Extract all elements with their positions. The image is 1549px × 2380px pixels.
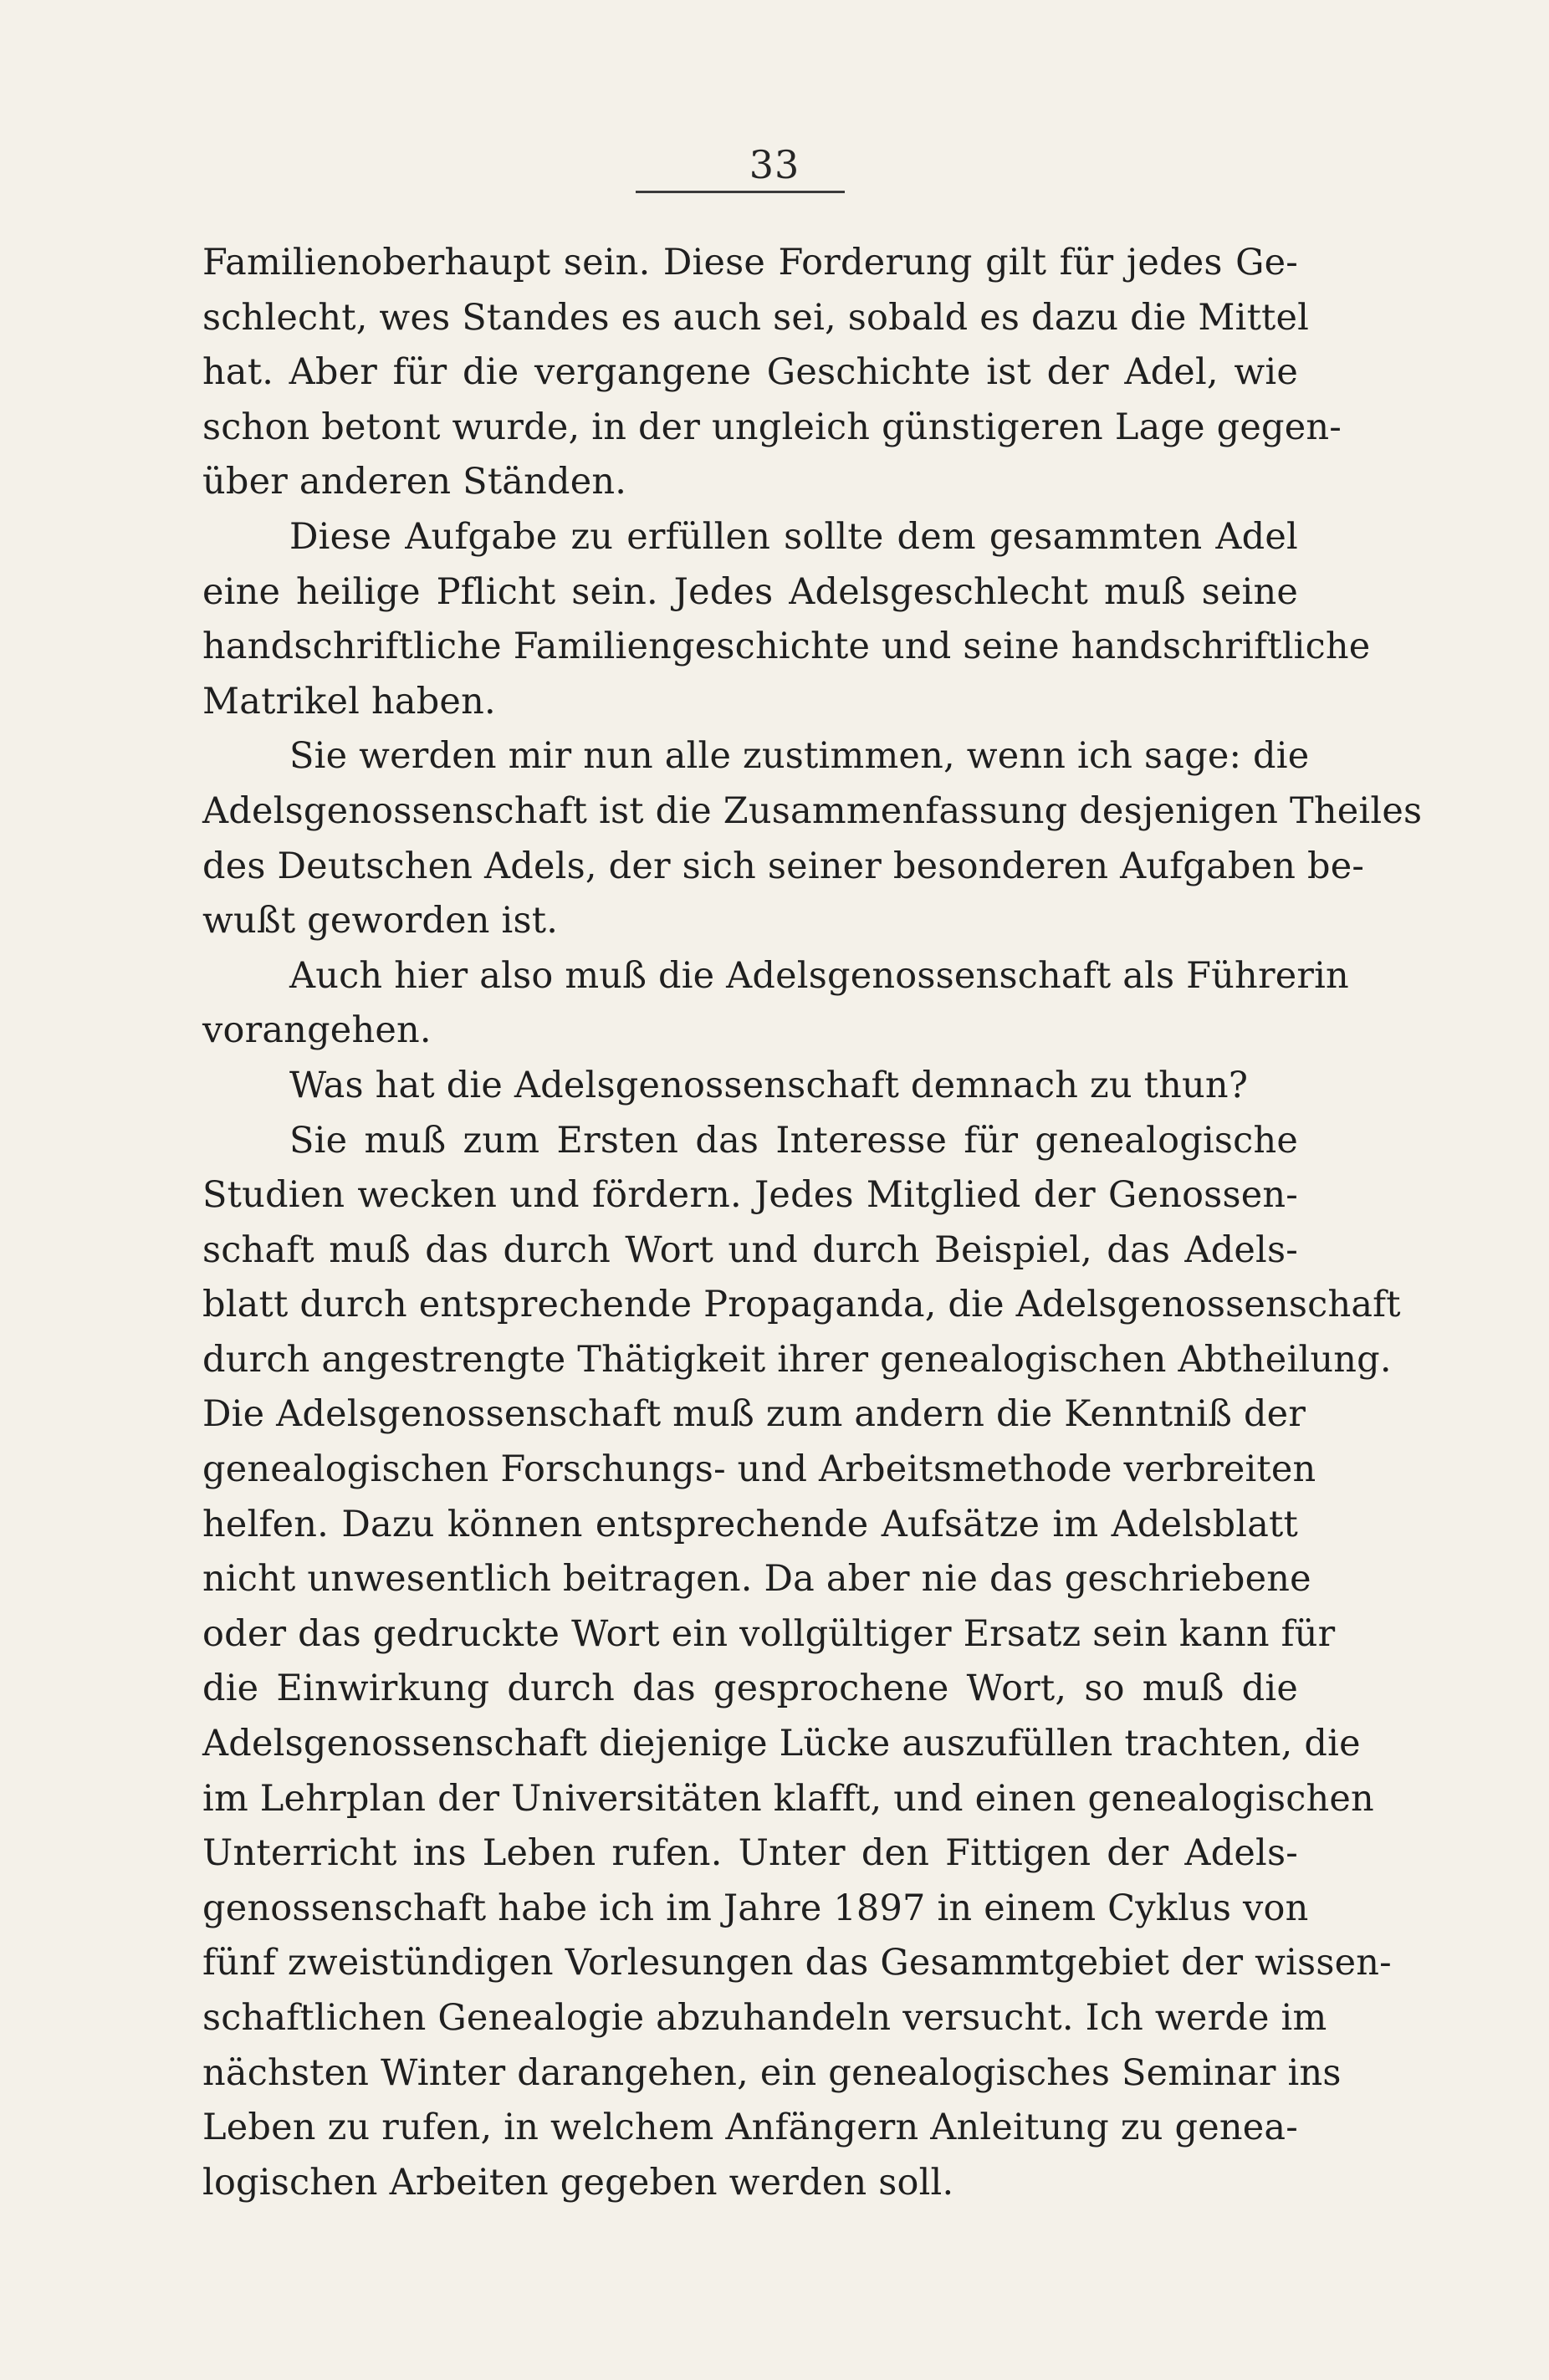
- paragraph-start: Sie muß zum Ersten das Interesse für genealogische: [289, 1119, 1298, 1162]
- text-line: des Deutschen Adels, der sich seiner besonderen Aufgaben be-: [202, 845, 1365, 887]
- text-line: Adelsgenossenschaft ist die Zusammenfassung desjenigen Theiles: [202, 789, 1423, 832]
- text-line: genealogischen Forschungs- und Arbeitsmethode verbreiten: [202, 1448, 1316, 1491]
- text-line: eine heilige Pflicht sein. Jedes Adelsgeschlecht muß seine: [202, 570, 1298, 613]
- text-line: logischen Arbeiten gegeben werden soll.: [202, 2161, 954, 2204]
- text-line: die Einwirkung durch das gesprochene Wort, so muß die: [202, 1668, 1298, 1710]
- header-rule: [636, 191, 845, 193]
- text-line: Leben zu rufen, in welchem Anfängern Anleitung zu genea-: [202, 2107, 1298, 2149]
- paragraph-start: Sie werden mir nun alle zustimmen, wenn ich sage: die: [289, 735, 1310, 778]
- paragraph-start: Was hat die Adelsgenossenschaft demnach zu thun?: [289, 1064, 1249, 1106]
- text-line: Adelsgenossenschaft diejenige Lücke auszufüllen trachten, die: [202, 1723, 1361, 1765]
- text-line: blatt durch entsprechende Propaganda, die Adelsgenossenschaft: [202, 1284, 1401, 1326]
- paragraph-start: Diese Aufgabe zu erfüllen sollte dem gesammten Adel: [289, 515, 1298, 558]
- text-line: über anderen Ständen.: [202, 461, 627, 503]
- text-line: nicht unwesentlich beitragen. Da aber nie das geschriebene: [202, 1558, 1311, 1601]
- text-line: schaft muß das durch Wort und durch Beispiel, das Adels-: [202, 1228, 1298, 1271]
- text-line: schon betont wurde, in der ungleich günstigeren Lage gegen-: [202, 406, 1342, 448]
- text-line: nächsten Winter darangehen, ein genealogisches Seminar ins: [202, 2051, 1342, 2094]
- text-line: helfen. Dazu können entsprechende Aufsätze im Adelsblatt: [202, 1503, 1298, 1545]
- body-text: [202, 236, 1423, 2210]
- paragraph-start: Auch hier also muß die Adelsgenossenschaft als Führerin: [289, 954, 1349, 997]
- text-line: Studien wecken und fördern. Jedes Mitglied der Genossen-: [202, 1174, 1298, 1217]
- text-line: oder das gedruckte Wort ein vollgültiger Ersatz sein kann für: [202, 1612, 1336, 1655]
- text-line: handschriftliche Familiengeschichte und seine handschriftliche: [202, 626, 1371, 668]
- text-line: durch angestrengte Thätigkeit ihrer genealogischen Abtheilung.: [202, 1338, 1392, 1381]
- text-line: schlecht, wes Standes es auch sei, sobald es dazu die Mittel: [202, 296, 1310, 339]
- text-line: wußt geworden ist.: [202, 900, 559, 942]
- page-number: 33: [749, 142, 800, 187]
- text-line: im Lehrplan der Universitäten klafft, und einen genealogischen: [202, 1777, 1374, 1820]
- text-line: hat. Aber für die vergangene Geschichte ist der Adel, wie: [202, 351, 1298, 394]
- text-line: Familienoberhaupt sein. Diese Forderung gilt für jedes Ge-: [202, 242, 1298, 283]
- text-line: fünf zweistündigen Vorlesungen das Gesammtgebiet der wissen-: [202, 1942, 1392, 1984]
- text-line: Unterricht ins Leben rufen. Unter den Fittigen der Adels-: [202, 1832, 1298, 1875]
- text-line: schaftlichen Genealogie abzuhandeln versucht. Ich werde im: [202, 1997, 1327, 2039]
- text-line: Matrikel haben.: [202, 680, 496, 723]
- text-line: genossenschaft habe ich im Jahre 1897 in einem Cyklus von: [202, 1887, 1309, 1929]
- text-line: vorangehen.: [202, 1009, 432, 1052]
- text-line: Die Adelsgenossenschaft muß zum andern die Kenntniß der: [202, 1393, 1306, 1436]
